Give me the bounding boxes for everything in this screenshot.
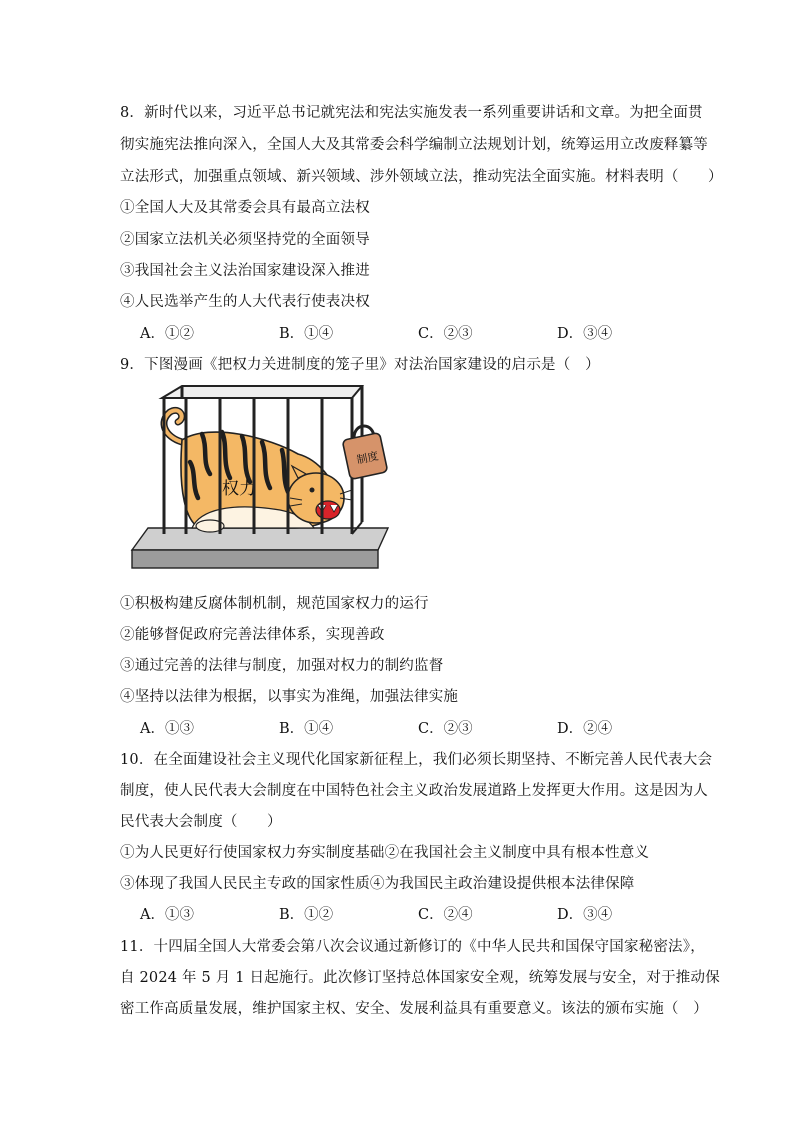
q10-options xyxy=(140,903,696,924)
q9-stem: 9．下图漫画《把权力关进制度的笼子里》对法治国家建设的启示是（ ） xyxy=(120,357,600,373)
q11-stem-line-2: 自 2024 年 5 月 1 日起施行。此次修订坚持总体国家安全观，统筹发展与安全，对于推动保 xyxy=(120,970,720,986)
q10-stem-line-2: 制度，使人民代表大会制度在中国特色社会主义政治发展道路上发挥更大作用。这是因为人 xyxy=(120,783,708,799)
q8-stem-line-3: 立法形式，加强重点领域、新兴领域、涉外领域立法，推动宪法全面实施。材料表明（ ） xyxy=(120,169,723,185)
q8-statement-2: ②国家立法机关必须坚持党的全面领导 xyxy=(120,232,370,248)
tiger-mouth xyxy=(316,501,340,519)
q8-stem-line-2: 彻实施宪法推向深入，全国人大及其常委会科学编制立法规划计划，统筹运用立改废释纂等 xyxy=(120,137,708,153)
q8-statement-1: ①全国人大及其常委会具有最高立法权 xyxy=(120,200,370,216)
q8-options xyxy=(140,322,696,343)
cage-base-front xyxy=(132,550,378,568)
q8-stem-line-1: 8．新时代以来，习近平总书记就宪法和宪法实施发表一系列重要讲话和文章。为把全面贯 xyxy=(120,105,703,121)
q9-statement-3: ③通过完善的法律与制度，加强对权力的制约监督 xyxy=(120,658,444,674)
q8-statement-4: ④人民选举产生的人大代表行使表决权 xyxy=(120,294,370,310)
q10-stem-line-1: 10．在全面建设社会主义现代化国家新征程上，我们必须长期坚持、不断完善人民代表大会 xyxy=(120,752,713,768)
padlock-label: 制度 xyxy=(355,449,380,467)
q8-option-a[interactable]: A．①② xyxy=(140,326,194,342)
q10-option-d[interactable]: D．③④ xyxy=(557,907,613,923)
cage-top xyxy=(162,386,362,398)
q8-option-d[interactable]: D．③④ xyxy=(557,326,613,342)
tiger-eye xyxy=(310,488,315,493)
q10-option-b[interactable]: B．①② xyxy=(279,907,334,923)
q10-statements-line-1: ①为人民更好行使国家权力夯实制度基础②在我国社会主义制度中具有根本性意义 xyxy=(120,845,650,861)
q8-option-c[interactable]: C．②③ xyxy=(418,326,473,342)
q8-statement-3: ③我国社会主义法治国家建设深入推进 xyxy=(120,263,370,279)
q9-option-d[interactable]: D．②④ xyxy=(557,721,613,737)
tiger-cage-cartoon xyxy=(130,382,390,572)
q9-statement-2: ②能够督促政府完善法律体系，实现善政 xyxy=(120,627,385,643)
q11-stem-line-3: 密工作高质量发展，维护国家主权、安全、发展利益具有重要意义。该法的颁布实施（ ） xyxy=(120,1001,708,1017)
q10-statements-line-2: ③体现了我国人民民主专政的国家性质④为我国民主政治建设提供根本法律保障 xyxy=(120,876,635,892)
q11-stem-line-1: 11．十四届全国人大常委会第八次会议通过新修订的《中华人民共和国保守国家秘密法》， xyxy=(120,939,705,955)
q9-option-a[interactable]: A．①③ xyxy=(140,721,194,737)
q9-option-c[interactable]: C．②③ xyxy=(418,721,473,737)
q10-option-a[interactable]: A．①③ xyxy=(140,907,194,923)
q8-option-b[interactable]: B．①④ xyxy=(279,326,334,342)
q9-statement-4: ④坚持以法律为根据，以事实为准绳，加强法律实施 xyxy=(120,689,459,705)
tiger-label: 权力 xyxy=(222,479,256,499)
cage-base-top xyxy=(132,528,388,550)
q10-option-c[interactable]: C．②④ xyxy=(418,907,473,923)
q10-stem-line-3: 民代表大会制度（ ） xyxy=(120,814,282,830)
q9-statement-1: ①积极构建反腐体制机制，规范国家权力的运行 xyxy=(120,596,429,612)
q9-options xyxy=(140,717,696,738)
q9-option-b[interactable]: B．①④ xyxy=(279,721,334,737)
